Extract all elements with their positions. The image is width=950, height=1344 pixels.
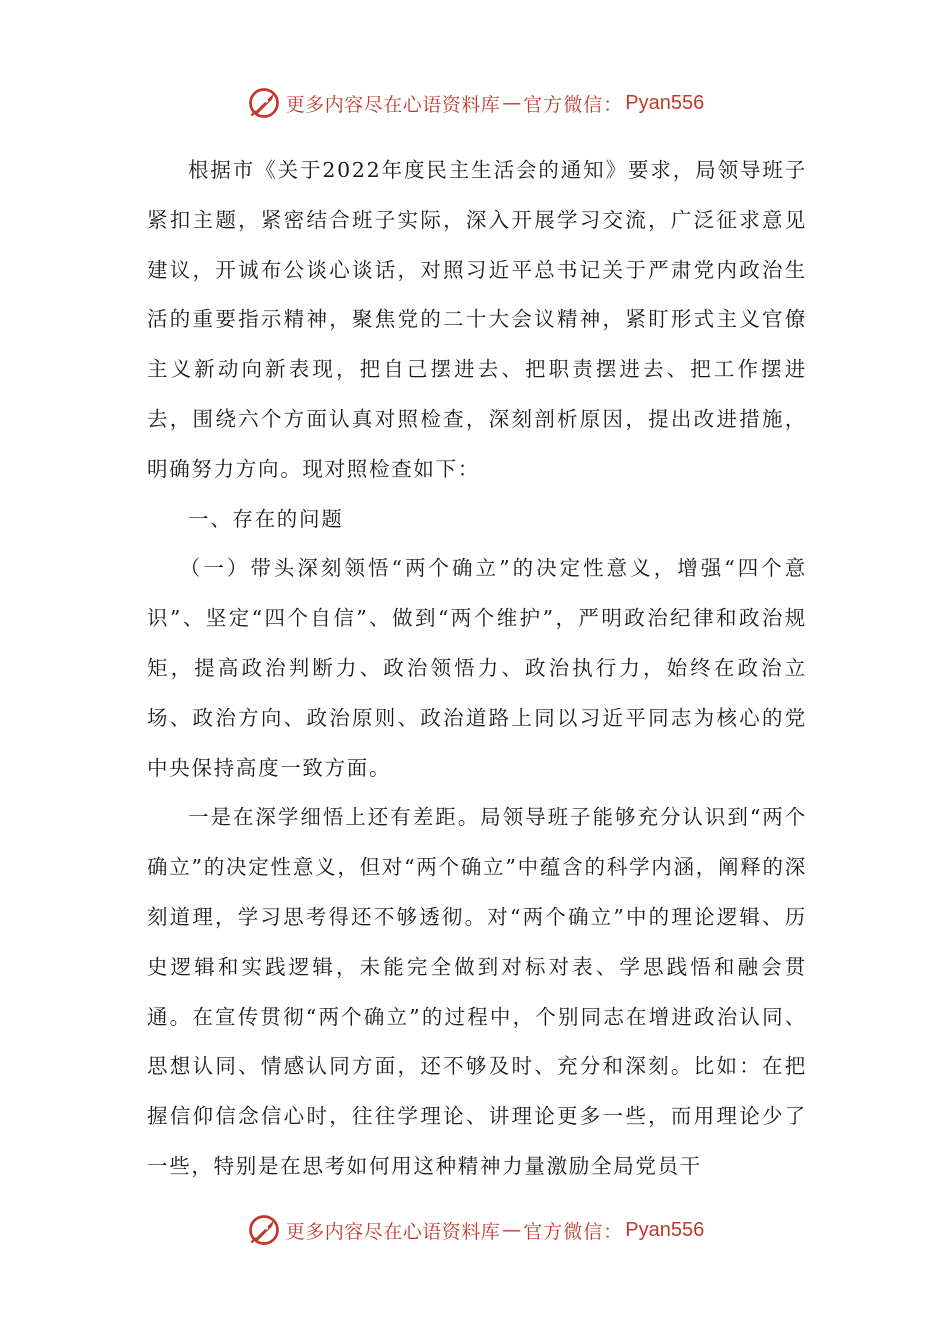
- watermark-wechat-id: Pyan556: [625, 91, 705, 114]
- watermark-wechat-label: 官方微信：: [523, 1220, 624, 1243]
- section-heading-problems: 一、存在的问题: [188, 506, 344, 531]
- watermark-dash: —: [502, 92, 522, 114]
- watermark-wechat-label: 官方微信：: [523, 93, 624, 116]
- pen-nib-logo-icon: [246, 1212, 282, 1248]
- point-paragraph-1: 一是在深学细悟上还有差距。局领导班子能够充分认识到“两个确立”的决定性意义，但对“两个确立”中蕴含的科学内涵，阐释的深刻道理，学习思考得还不够透彻。对“两个确立”中的理论逻辑、历史逻辑和实践逻辑，未能完全做到对标对表、学思践悟和融会贯通。在宣传贯彻“两个确立”的过程中，个别同志在增进政治认同、思想认同、情感认同方面，还不够及时、充分和深刻。比如：在把握信仰信念信心时，往往学理论、讲理论更多一些，而用理论少了一些，特别是在思考如何用这种精神力量激励全局党员干: [147, 805, 807, 1178]
- watermark-dash: —: [502, 1219, 522, 1241]
- footer-watermark-banner: [0, 1205, 950, 1255]
- watermark-main-text: 更多内容尽在心语资料库: [285, 93, 501, 116]
- header-watermark-banner: [0, 78, 950, 128]
- watermark-wechat-id: Pyan556: [625, 1218, 705, 1241]
- pen-nib-logo-icon: [246, 85, 282, 121]
- watermark-main-text: 更多内容尽在心语资料库: [285, 1220, 501, 1243]
- intro-paragraph: 根据市《关于2022年度民主生活会的通知》要求，局领导班子紧扣主题，紧密结合班子实际，深入开展学习交流，广泛征求意见建议，开诚布公谈心谈话，对照习近平总书记关于严肃党内政治生活的重要指示精神，聚焦党的二十大会议精神，紧盯形式主义官僚主义新动向新表现，把自己摆进去、把职责摆进去、把工作摆进去，围绕六个方面认真对照检查，深刻剖析原因，提出改进措施，明确努力方向。现对照检查如下：: [147, 158, 807, 481]
- document-body: [147, 146, 807, 1192]
- subsection-paragraph-1: （一）带头深刻领悟“两个确立”的决定性意义，增强“四个意识”、坚定“四个自信”、做到“两个维护”，严明政治纪律和政治规矩，提高政治判断力、政治领悟力、政治执行力，始终在政治立场、政治方向、政治原则、政治道路上同以习近平同志为核心的党中央保持高度一致方面。: [147, 556, 807, 780]
